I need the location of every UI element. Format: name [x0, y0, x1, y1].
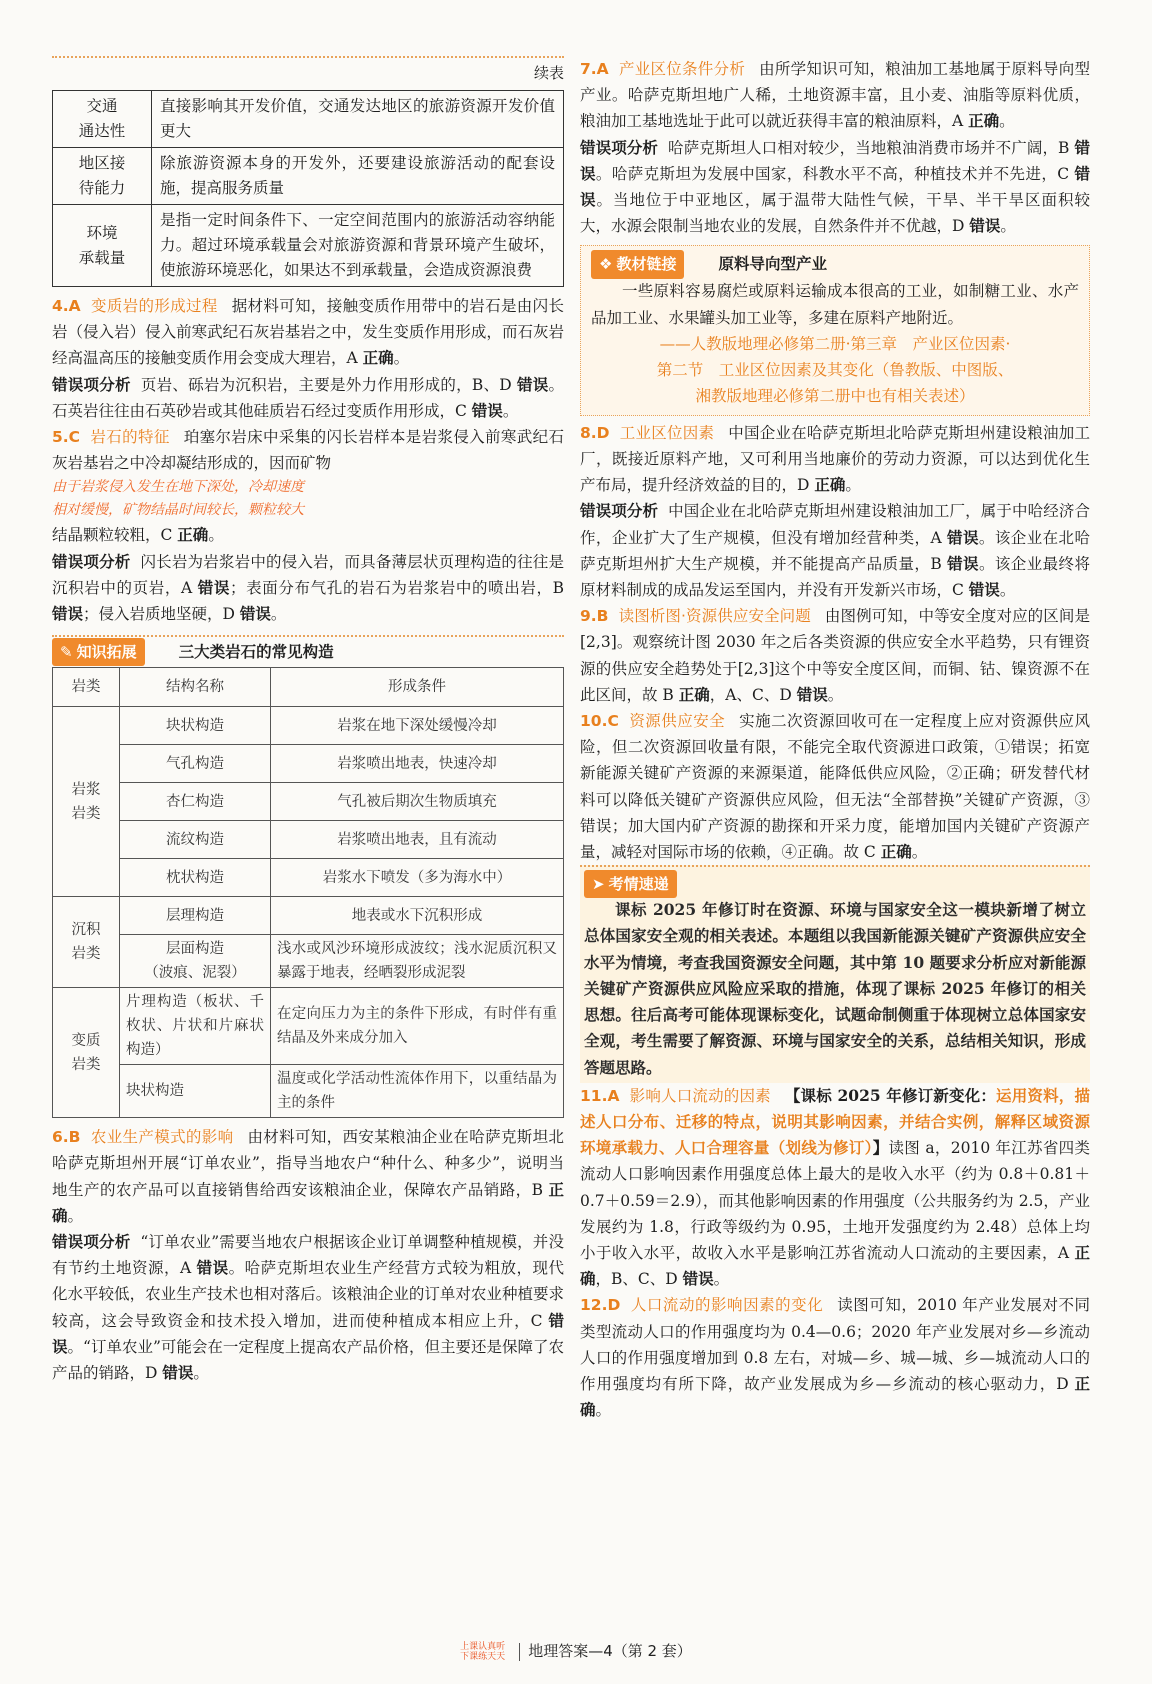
q7-answer [580, 56, 1090, 135]
publisher-logo [460, 1642, 505, 1662]
structure-name: 块状构造 [120, 707, 271, 745]
factor-desc: 除旅游资源本身的开发外，还要建设旅游活动的配套设施，提高服务质量 [152, 148, 564, 205]
q5-error-analysis [52, 549, 564, 628]
verdict: 错误 [52, 1311, 564, 1356]
rock-type: 岩浆 岩类 [53, 707, 120, 897]
q11-number: 11.A [580, 1086, 620, 1105]
q8-number: 8.D [580, 423, 610, 442]
verdict: 错误 [471, 401, 503, 420]
q4-number: 4.A [52, 297, 81, 315]
standard-change-text: 运用资料，描述人口分布、迁移的特点，说明其影响因素，并结合实例，解释区域资源环境承载力、人口合理容量（划线为修订） [580, 1085, 1090, 1158]
q7-text: 。 [999, 112, 1015, 131]
textbook-source: 湘教版地理必修第二册中也有相关表述） [695, 386, 975, 405]
exam-box-header [584, 871, 1086, 897]
error-label: 错误项分析 [52, 1233, 131, 1252]
q8-tag: 工业区位因素 [619, 423, 715, 442]
factor-table-wrap [52, 90, 564, 287]
q5-answer [52, 424, 564, 476]
handwritten-note-1: 由于岩浆侵入发生在地下深处，冷却速度 [52, 479, 304, 496]
q9-number: 9.B [580, 607, 609, 626]
q10-tag: 资源供应安全 [628, 712, 726, 731]
q6-text: 。 [193, 1364, 209, 1383]
q8-error-analysis [580, 498, 1090, 603]
q10-number: 10.C [580, 712, 619, 731]
q7-text: 。 [1000, 217, 1016, 236]
q8-text: 。该企业最终将原材料制成的成品发运至国内，并没有开发新兴市场，C [580, 554, 1090, 600]
q5-text: ；侵入岩质地坚硬，D [83, 605, 240, 624]
formation-condition: 地表或水下沉积形成 [271, 897, 564, 935]
formation-condition: 岩浆水下喷发（多为海水中） [271, 859, 564, 897]
q12-text: 。 [595, 1401, 612, 1420]
q10-text: 。 [911, 843, 928, 862]
q7-text: 。当地位于中亚地区，属于温带大陆性气候，干旱、半干旱区面积较大，水源会限制当地农业的发展，自然条件并不优越，D [580, 191, 1090, 236]
table-row [53, 205, 564, 287]
textbook-body: 一些原料容易腐烂或原料运输成本很高的工业，如制糖工业、水产品加工业、水果罐头加工业等，多建在原料产地附近。 [591, 282, 1079, 327]
q11-tag: 影响人口流动的因素 [629, 1086, 771, 1105]
q7-text: 哈萨克斯坦人口相对较少，当地粮油消费市场并不广阔，B [668, 138, 1075, 157]
q6-tag: 农业生产模式的影响 [90, 1128, 234, 1147]
verdict: 错误 [580, 164, 1090, 210]
table-row [53, 988, 564, 1065]
factor-desc: 是指一定时间条件下、一定空间范围内的旅游活动容纳能力。超过环境承载量会对旅游资源和背景环境产生破坏，使旅游环境恶化，如果达不到承载量，会造成资源浪费 [152, 205, 564, 287]
knowledge-box-title: 三大类岩石的常见构造 [178, 643, 334, 662]
formation-condition: 气孔被后期次生物质填充 [271, 783, 564, 821]
left-column [52, 56, 564, 1386]
q12-answer [580, 1292, 1090, 1423]
verdict: 正确 [580, 1243, 1090, 1289]
verdict: 错误 [162, 1364, 194, 1383]
q5-text: 珀塞尔岩床中采集的闪长岩样本是岩浆侵入前寒武纪石灰岩基岩之中冷却凝结形成的，因而矿物 [52, 428, 564, 473]
badge-label: 教材链接 [616, 255, 677, 274]
exam-trend-box [580, 865, 1090, 1082]
table-row [53, 148, 564, 205]
q4-text: 页岩、砾岩为沉积岩，主要是外力作用形成的，B、D [140, 375, 517, 394]
rock-type: 沉积 岩类 [53, 897, 120, 988]
formation-condition: 温度或化学活动性流体作用下，以重结晶为主的条件 [271, 1065, 564, 1118]
verdict: 正确 [580, 1374, 1090, 1420]
formation-condition: 岩浆在地下深处缓慢冷却 [271, 707, 564, 745]
q4-text: 。 [502, 401, 519, 420]
q6-text: 。“订单农业”可能会在一定程度上提高农产品价格，但主要还是保障了农产品的销路，D [52, 1337, 564, 1383]
textbook-source: 第二节 工业区位因素及其变化（鲁教版、中图版、 [656, 360, 1014, 379]
textbook-link-box [580, 245, 1090, 415]
q11-answer [580, 1083, 1090, 1293]
textbook-box-header [591, 250, 1079, 278]
error-label: 错误项分析 [580, 138, 659, 157]
rock-structure-table [52, 667, 564, 1118]
structure-name: 层面构造 （波痕、泥裂） [120, 935, 271, 988]
q8-answer [580, 420, 1090, 499]
verdict: 错误 [968, 581, 1000, 600]
q5-text: 结晶颗粒较粗，C [52, 526, 178, 545]
verdict: 错误 [947, 554, 979, 573]
column-header: 岩类 [53, 668, 120, 707]
table-row [53, 783, 564, 821]
verdict: 错误 [196, 1259, 229, 1278]
textbook-badge [591, 250, 684, 278]
exam-box-body: 课标 2025 年修订时在资源、环境与国家安全这一模块新增了树立总体国家安全观的相关表述。本题组以我国新能源关键矿产资源供应安全水平为情境，考查我国资源安全问题，其中第 10 题要求分析应对新能源关键矿产资源供应风险应采取的措施，体现了课标 2025 年修订的相关思想。往后高考可能体现课标变化，试题命制侧重于体现树立总体国家安全观，考生需要了解资源、环境与国家安全的关系，总结相关知识，形成答题思路。 [584, 900, 1086, 1077]
q7-text: 。哈萨克斯坦为发展中国家，科教水平不高，种植技术并不先进，C [595, 164, 1075, 183]
page-footer [0, 1640, 1152, 1662]
q6-text: “订单农业”需要当地农户根据该企业订单调整种植规模，并没有节约土地资源，A [52, 1233, 564, 1278]
q4-text: 。 [393, 349, 410, 368]
textbook-source: ——人教版地理必修第二册·第三章 产业区位因素· [659, 334, 1011, 353]
verdict: 正确 [880, 843, 912, 862]
verdict: 错误 [239, 605, 271, 624]
verdict: 正确 [814, 476, 846, 495]
knowledge-badge [52, 638, 145, 666]
q5-number: 5.C [52, 428, 81, 447]
q9-text: 。 [827, 685, 844, 704]
factor-name: 地区接 待能力 [53, 148, 152, 205]
q10-answer [580, 708, 1090, 865]
verdict: 错误 [682, 1270, 714, 1289]
textbook-box-title: 原料导向型产业 [718, 255, 827, 274]
right-column [580, 56, 1090, 1423]
knowledge-box-header [52, 635, 564, 667]
factor-name: 环境 承载量 [53, 205, 152, 287]
table-row [53, 821, 564, 859]
verdict: 错误 [516, 375, 549, 394]
handwritten-note-2: 相对缓慢，矿物结晶时间较长，颗粒较大 [52, 502, 304, 519]
formation-condition: 岩浆喷出地表，且有流动 [271, 821, 564, 859]
structure-name: 气孔构造 [120, 745, 271, 783]
error-label: 错误项分析 [52, 375, 131, 394]
q8-text: 。 [845, 476, 861, 495]
footer-divider [519, 1643, 520, 1661]
verdict: 错误 [52, 605, 84, 624]
table-header-row [53, 668, 564, 707]
pencil-icon: ✎ [60, 643, 73, 662]
table-row [53, 935, 564, 988]
q11-text: ，B、C、D [595, 1270, 683, 1289]
q9-text: 由图例可知，中等安全度对应的区间是[2,3]。观察统计图 2030 年之后各类资源的供应安全水平趋势，只有锂资源的供应安全趋势处于[2,3]这个中等安全度区间，而铜、钴、镍资源不在此区间，故 B [580, 607, 1090, 704]
q7-error-analysis [580, 135, 1090, 240]
structure-name: 块状构造 [120, 1065, 271, 1118]
q6-text: 。哈萨克斯坦农业生产经营方式较为粗放，现代化水平较低，农业生产技术也相对落后。该粮油企业的订单对农业种植要求较高，这会导致资金和技术投入增加，进而使种植成本相应上升，C [52, 1259, 564, 1330]
table-row [53, 745, 564, 783]
q4-tag: 变质岩的形成过程 [90, 297, 218, 315]
q12-number: 12.D [580, 1296, 621, 1315]
logo-line: 上课认真听 [460, 1641, 506, 1652]
structure-name: 流纹构造 [120, 821, 271, 859]
table-row [53, 859, 564, 897]
q8-text: 中国企业在北哈萨克斯坦州建设粮油加工厂，属于中哈经济合作，企业扩大了生产规模，但没有增加经营种类，A [580, 502, 1090, 547]
table-row [53, 707, 564, 745]
factor-table [52, 90, 564, 287]
table-row [53, 91, 564, 148]
error-label: 错误项分析 [52, 552, 131, 571]
q8-text: 中国企业在哈萨克斯坦北哈萨克斯坦州建设粮油加工厂，既接近原料产地，又可利用当地廉价的劳动力资源，可以达到优化生产布局，提升经济效益的目的，D [580, 423, 1090, 495]
standard-change-label: 】 [872, 1138, 889, 1158]
verdict: 错误 [580, 138, 1090, 183]
verdict: 正确 [177, 526, 209, 545]
q5-tag: 岩石的特征 [90, 428, 170, 447]
q9-tag: 读图析图·资源供应安全问题 [618, 607, 811, 626]
formation-condition: 浅水或风沙环境形成波纹；浅水泥质沉积又暴露于地表，经晒裂形成泥裂 [271, 935, 564, 988]
send-icon: ➤ [592, 875, 605, 894]
verdict: 错误 [969, 217, 1001, 236]
factor-desc: 直接影响其开发价值，交通发达地区的旅游资源开发价值更大 [152, 91, 564, 148]
formation-condition: 在定向压力为主的条件下形成，有时伴有重结晶及外来成分加入 [271, 988, 564, 1065]
rock-type: 变质 岩类 [53, 988, 120, 1118]
q5-text: 。 [208, 526, 224, 545]
standard-change-label: 【课标 2025 年修订新变化： [784, 1085, 997, 1105]
q6-number: 6.B [52, 1128, 81, 1147]
verdict: 正确 [362, 349, 394, 368]
exam-badge [584, 870, 677, 898]
structure-name: 枕状构造 [120, 859, 271, 897]
verdict: 正确 [968, 112, 1000, 131]
q12-tag: 人口流动的影响因素的变化 [630, 1296, 824, 1315]
q6-text: 由材料可知，西安某粮油企业在哈萨克斯坦北哈萨克斯坦州开展“订单农业”，指导当地农户“种什么、种多少”，说明当地生产的农产品可以直接销售给西安该粮油企业，保障农产品销路，B [52, 1128, 564, 1199]
q6-error-analysis [52, 1229, 564, 1386]
q9-answer [580, 603, 1090, 708]
q11-text: 读图 a，2010 年江苏省四类流动人口影响因素作用强度总体上最大的是收入水平（约为 0.8＋0.81＋0.7＋0.59＝2.9），而其他影响因素的作用强度（公共服务约为 2.5，产业发展约为 1.8，行政等级约为 0.95，土地开发强度约为 2.48）总体上均小于收入水平，故收入水平是影响江苏省流动人口流动的主要因素，A [580, 1139, 1090, 1262]
table-row [53, 1065, 564, 1118]
structure-name: 杏仁构造 [120, 783, 271, 821]
footer-text: 地理答案—4（第 2 套） [528, 1642, 692, 1660]
q5-text: ；表面分布气孔的岩石为岩浆岩中的喷出岩，B [230, 578, 564, 597]
q5-answer-cont [52, 522, 564, 548]
error-label: 错误项分析 [580, 502, 659, 521]
structure-name: 片理构造（板状、千枚状、片状和片麻状构造） [120, 988, 271, 1065]
formation-condition: 岩浆喷出地表，快速冷却 [271, 745, 564, 783]
logo-line: 下课练天天 [460, 1651, 506, 1662]
q5-text: 闪长岩为岩浆岩中的侵入岩，而具备薄层状页理构造的往往是沉积岩中的页岩，A [52, 552, 564, 597]
verdict: 错误 [947, 528, 979, 547]
q11-text: 。 [713, 1270, 730, 1289]
q7-tag: 产业区位条件分析 [618, 60, 746, 78]
q7-number: 7.A [580, 60, 609, 78]
q7-text: 由所学知识可知，粮油加工基地属于原料导向型产业。哈萨克斯坦地广人稀，土地资源丰富，且小麦、油脂等原料优质，粮油加工基地选址于此可以就近获得丰富的粮油原料，A [580, 60, 1090, 131]
verdict: 正确 [52, 1180, 564, 1225]
verdict: 错误 [197, 578, 231, 597]
q6-text: 。 [67, 1206, 84, 1225]
verdict: 错误 [796, 685, 828, 704]
q4-error-analysis [52, 372, 564, 424]
column-header: 结构名称 [120, 668, 271, 707]
badge-label: 考情速递 [608, 875, 669, 894]
q5-text: 。 [270, 605, 287, 624]
factor-name: 交通 通达性 [53, 91, 152, 148]
column-header: 形成条件 [271, 668, 564, 707]
badge-label: 知识拓展 [76, 643, 137, 662]
continued-label: 续表 [52, 56, 564, 88]
q8-text: 。 [999, 581, 1016, 600]
table-row [53, 897, 564, 935]
verdict: 正确 [678, 685, 710, 704]
q10-text: 实施二次资源回收可在一定程度上应对资源供应风险，但二次资源回收量有限，不能完全取代资源进口政策，①错误；拓宽新能源关键矿产资源的来源渠道，能降低供应风险，②正确；研发替代材料可以降低关键矿产资源供应风险，但无法“全部替换”关键矿产资源，③错误；加大国内矿产资源的勘探和开采力度，能增加国内关键矿产资源产量，减轻对国际市场的依赖，④正确。故 C [580, 712, 1090, 862]
structure-name: 层理构造 [120, 897, 271, 935]
q4-text: 。石英岩往往由石英砂岩或其他硅质岩石经过变质作用形成，C [52, 375, 564, 420]
q9-text: ，A、C、D [709, 685, 797, 704]
q6-answer [52, 1124, 564, 1229]
q12-text: 读图可知，2010 年产业发展对不同类型流动人口的作用强度均为 0.4—0.6；2020 年产业发展对乡—乡流动人口的作用强度增加到 0.8 左右，对城—乡、城—城、乡—城流动人口的作用强度均有所下降，故产业发展成为乡—乡流动的核心驱动力，D [580, 1296, 1090, 1393]
q4-answer [52, 293, 564, 372]
q8-text: 。该企业在北哈萨克斯坦州扩大生产规模，并不能提高产品质量，B [580, 528, 1090, 573]
book-icon: ❖ [599, 255, 613, 274]
q4-text: 据材料可知，接触变质作用带中的岩石是由闪长岩（侵入岩）侵入前寒武纪石灰岩基岩之中，发生变质作用形成，而石灰岩经高温高压的接触变质作用会变成大理岩，A [52, 297, 564, 368]
